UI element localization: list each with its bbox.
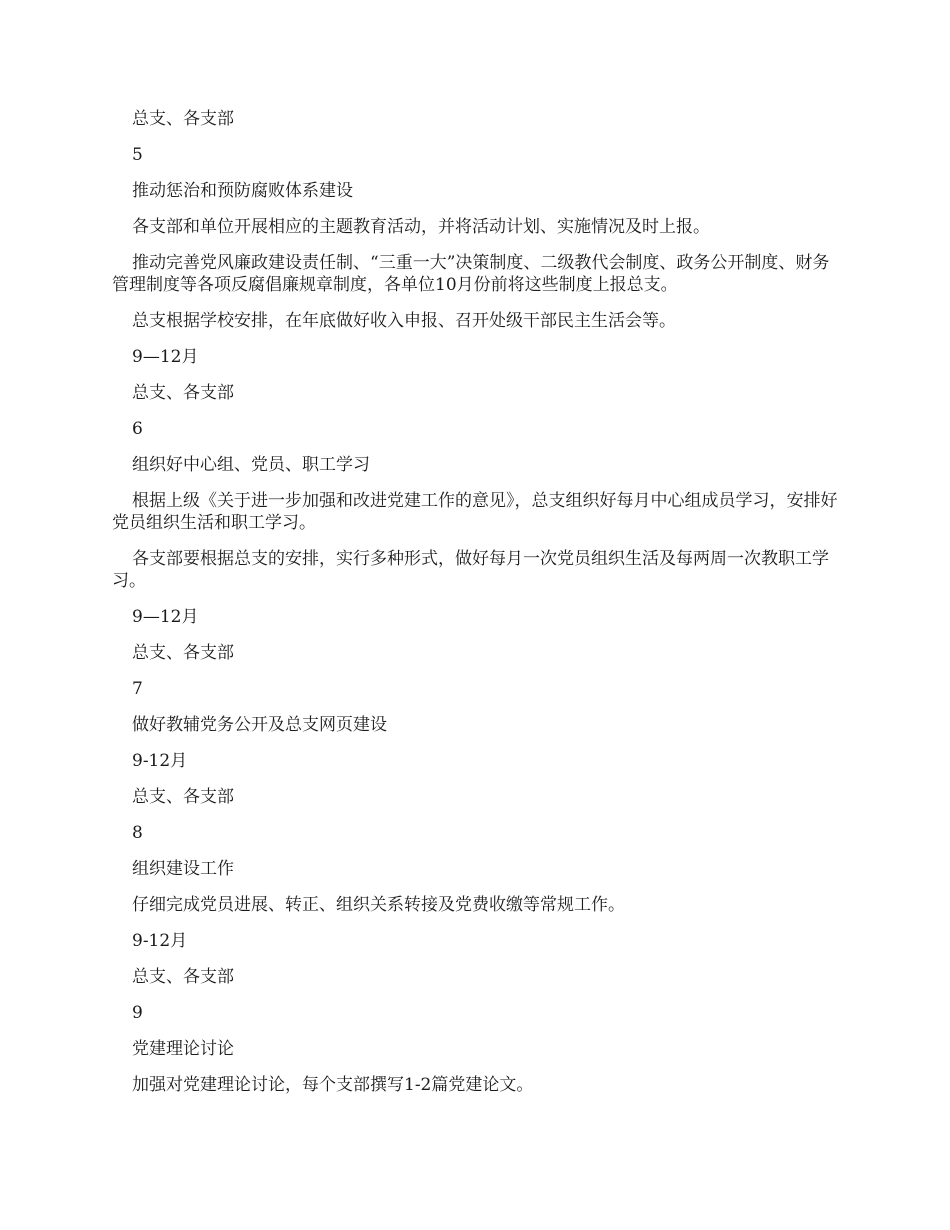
paragraph-item-number-6: 6 [132, 419, 143, 439]
document-body [112, 108, 840, 1110]
paragraph-item-title-6: 组织好中心组、党员、职工学习 [132, 455, 370, 475]
paragraph-item-title-8: 组织建设工作 [132, 859, 234, 879]
paragraph-responsible: 总支、各支部 [132, 643, 234, 663]
paragraph-text: 根据上级《关于进一步加强和改进党建工作的意见》，总支组织好每月中心组成员学习，安排好党员组织生活和职工学习。 [112, 491, 838, 533]
paragraph-item-title-9: 党建理论讨论 [132, 1039, 234, 1059]
paragraph-text: 仔细完成党员进展、转正、组织关系转接及党费收缴等常规工作。 [132, 895, 625, 915]
paragraph-item-number-9: 9 [132, 1003, 143, 1023]
paragraph-text: 各支部要根据总支的安排，实行多种形式，做好每月一次党员组织生活及每两周一次教职工学习。 [112, 549, 829, 591]
paragraph-text: 总支根据学校安排，在年底做好收入申报、召开处级干部民主生活会等。 [132, 311, 676, 331]
paragraph-responsible: 总支、各支部 [132, 383, 234, 403]
paragraph-item-number-5: 5 [132, 145, 143, 165]
paragraph-item-number-8: 8 [132, 823, 143, 843]
paragraph-text: 推动完善党风廉政建设责任制、“三重一大”决策制度、二级教代会制度、政务公开制度、财务管理制度等各项反腐倡廉规章制度，各单位10月份前将这些制度上报总支。 [112, 253, 830, 295]
paragraph-item-title-5: 推动惩治和预防腐败体系建设 [132, 181, 353, 201]
paragraph-period: 9—12月 [132, 347, 199, 367]
paragraph-period: 9-12月 [132, 751, 188, 771]
paragraph-responsible: 总支、各支部 [132, 967, 234, 987]
paragraph-text: 各支部和单位开展相应的主题教育活动，并将活动计划、实施情况及时上报。 [132, 217, 710, 237]
paragraph-responsible: 总支、各支部 [132, 787, 234, 807]
paragraph-period: 9-12月 [132, 931, 188, 951]
paragraph-text: 加强对党建理论讨论，每个支部撰写1-2篇党建论文。 [132, 1075, 534, 1095]
paragraph-item-title-7: 做好教辅党务公开及总支网页建设 [132, 715, 387, 735]
paragraph-responsible-1: 总支、各支部 [132, 109, 234, 129]
paragraph-item-number-7: 7 [132, 679, 143, 699]
paragraph-period: 9—12月 [132, 607, 199, 627]
